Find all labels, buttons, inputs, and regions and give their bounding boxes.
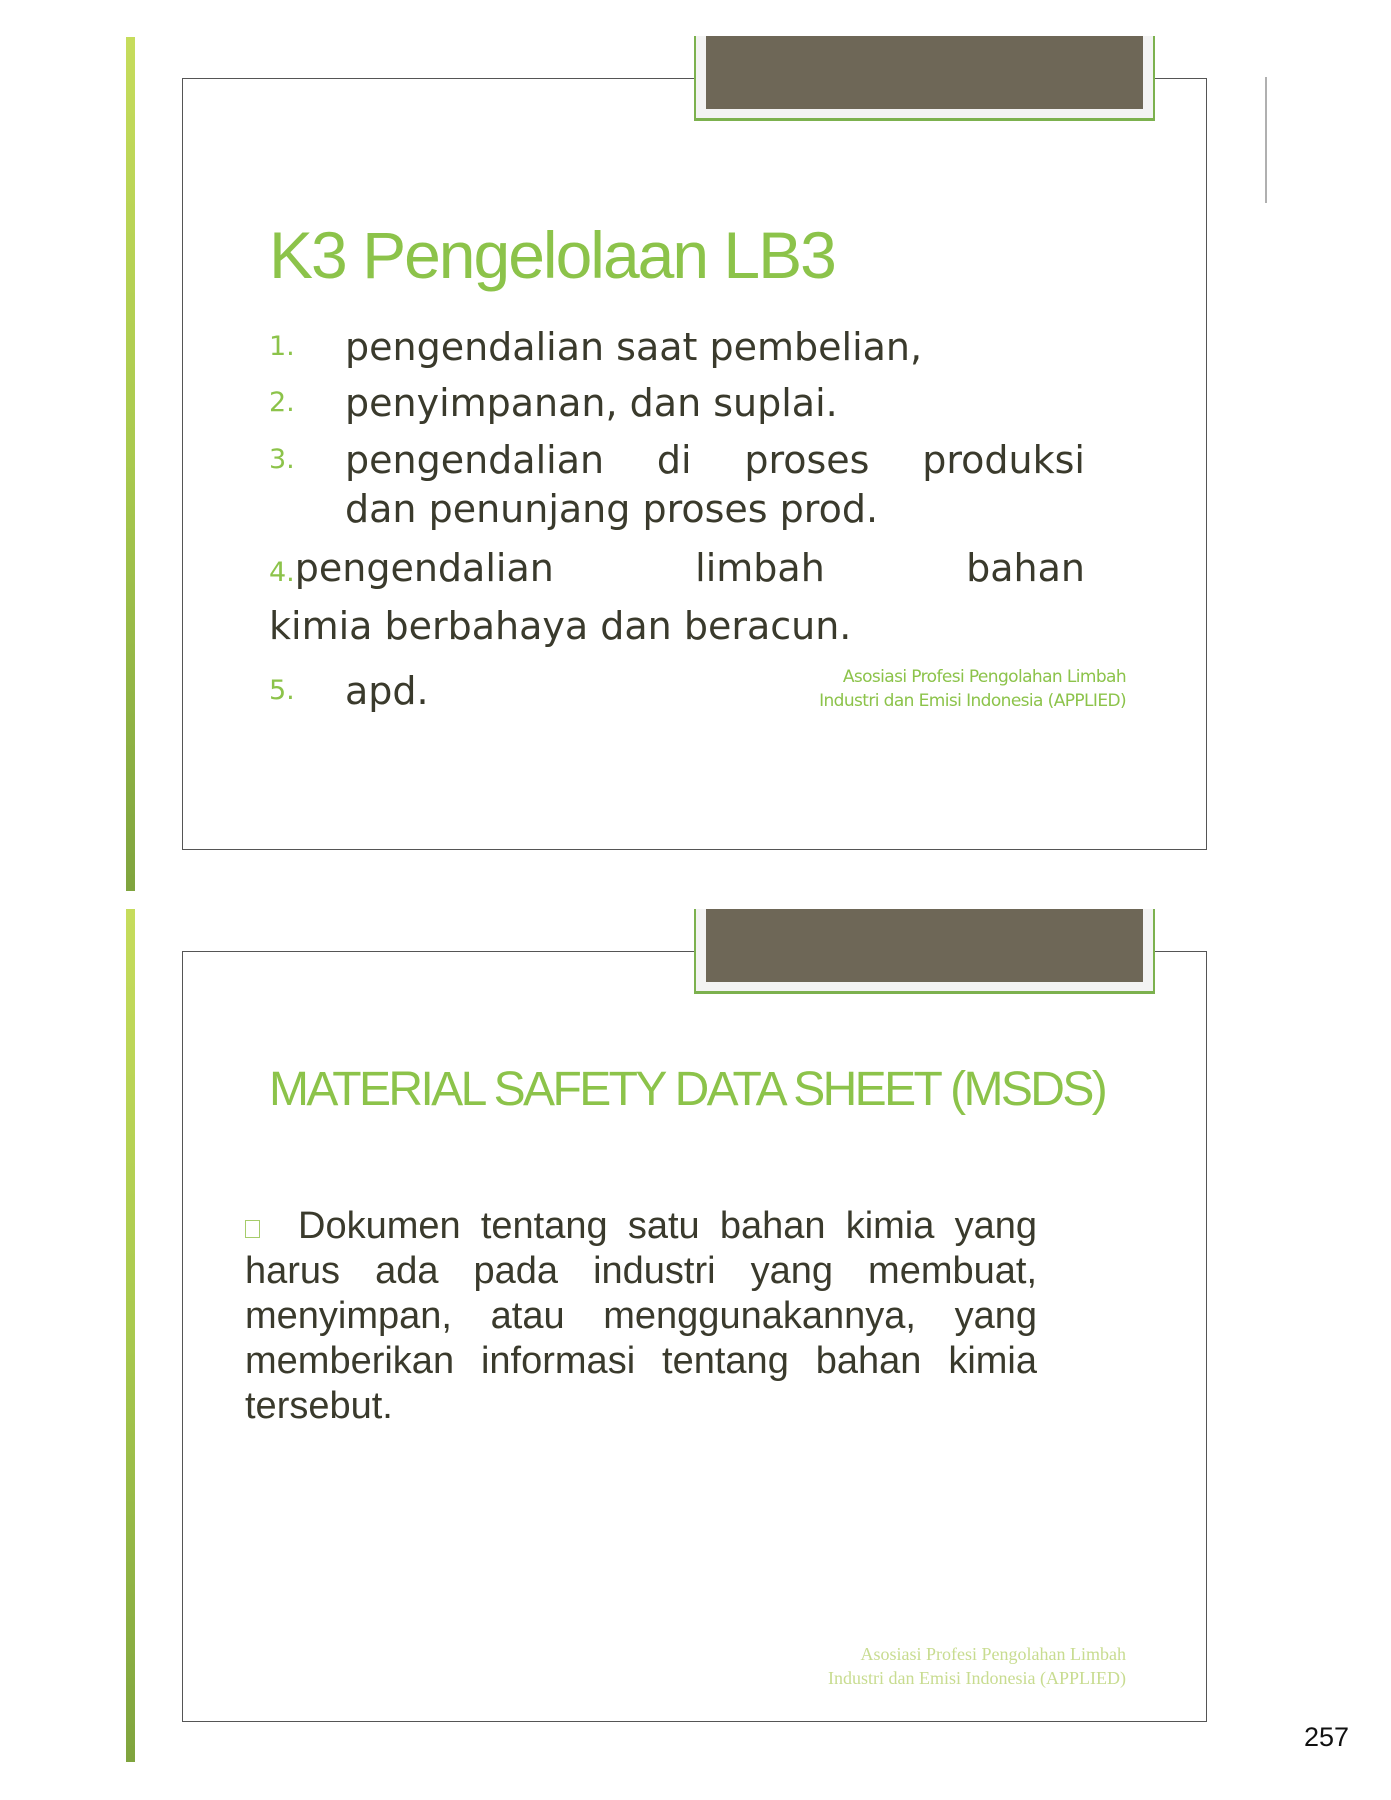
list-text: penyimpanan, dan suplai. (345, 381, 838, 425)
slide-header-tab (694, 909, 1155, 994)
list-number: 3. (269, 444, 295, 475)
list-item-4-continued (269, 600, 1085, 652)
accent-bar-slide-1 (126, 37, 135, 891)
slide-title: K3 Pengelolaan LB3 (269, 218, 835, 292)
list-item-4 (269, 542, 1085, 599)
list-text-line-2: dan penunjang proses prod. (345, 487, 879, 531)
slide-footer (819, 665, 1126, 713)
slide-header-tab-fill (706, 36, 1143, 109)
slide-footer (828, 1642, 1126, 1690)
square-bullet-icon (245, 1220, 260, 1238)
list-text-line-1: pengendalian limbah bahan (294, 546, 1085, 590)
list-number: 4. (269, 557, 295, 588)
slide-body (245, 1204, 1037, 1429)
slide-header-tab (694, 36, 1155, 121)
page-edge-line (1265, 77, 1267, 203)
list-number: 2. (269, 387, 295, 418)
list-text: apd. (345, 669, 429, 713)
list-number: 5. (269, 675, 295, 706)
footer-line-2: Industri dan Emisi Indonesia (APPLIED) (819, 691, 1126, 711)
footer-line-2: Industri dan Emisi Indonesia (APPLIED) (828, 1668, 1126, 1688)
slide-title: MATERIAL SAFETY DATA SHEET (MSDS) (269, 1063, 1106, 1116)
body-text: Dokumen tentang satu bahan kimia yang harus ada pada industri yang membuat, menyimpan, atau menggunakannya, yang memberikan informasi tentang bahan kimia tersebut. (245, 1205, 1037, 1427)
footer-line-1: Asosiasi Profesi Pengolahan Limbah (842, 667, 1126, 687)
list-number: 1. (269, 331, 295, 362)
slide-header-tab-fill (706, 909, 1143, 982)
page-number: 257 (1304, 1722, 1350, 1752)
list-text: pengendalian saat pembelian, (345, 325, 923, 369)
list-text-line-1: pengendalian di proses produksi (345, 438, 1085, 482)
footer-line-1: Asosiasi Profesi Pengolahan Limbah (860, 1644, 1126, 1664)
list-text-line-2: kimia berbahaya dan beracun. (269, 604, 852, 648)
slide-1 (182, 78, 1207, 850)
slide-2 (182, 951, 1207, 1722)
accent-bar-slide-2 (126, 909, 135, 1762)
